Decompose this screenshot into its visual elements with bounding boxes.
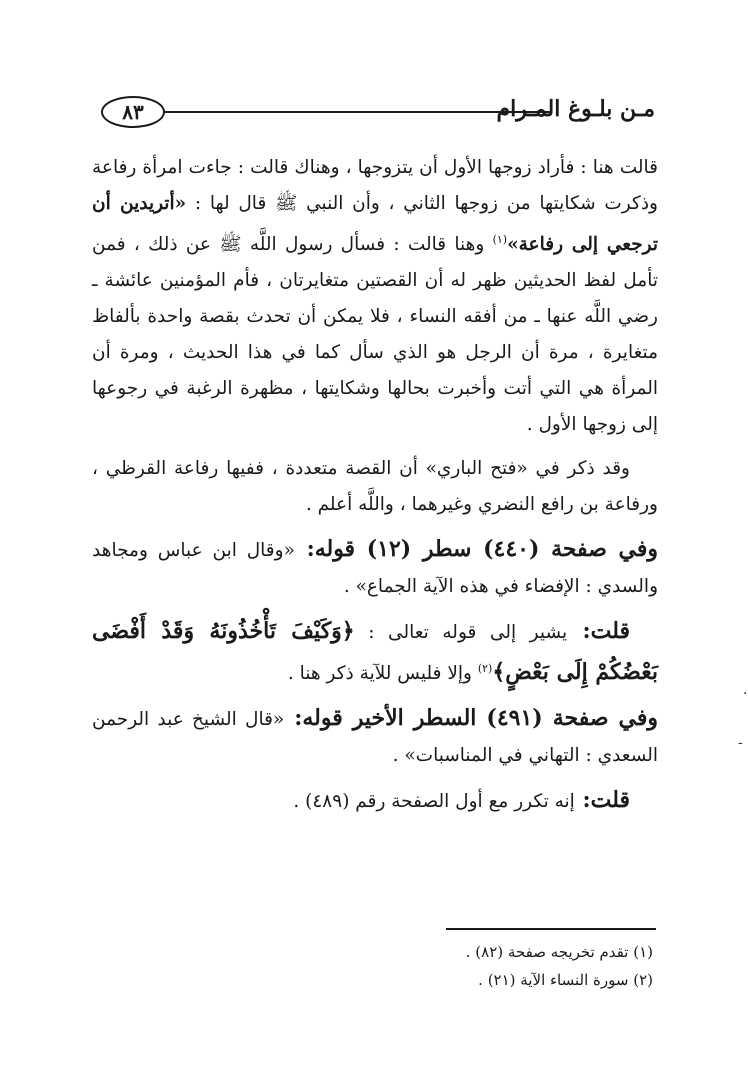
paragraph-3-text: «وقال ابن عباس ومجاهد والسدي : الإفضاء في هذه الآية الجماع» .: [92, 540, 658, 598]
paragraph-4-lead: قلت:: [567, 618, 630, 645]
footnote-1: (١) تقدم تخريجه صفحة (٨٢) .: [465, 943, 653, 961]
header-rule: [165, 111, 550, 113]
paragraph-1-text-a: قالت هنا : فأراد زوجها الأول أن يتزوجها ، وهناك قالت : جاءت امرأة رفاعة وذكرت شكايتها من زوجها الثاني ، وأن النبي ﷺ قال لها :: [92, 157, 658, 214]
footnote-2: (٢) سورة النساء الآية (٢١) .: [478, 971, 653, 989]
footnote-ref-1: (١): [492, 233, 508, 246]
paragraph-4-text-b: وإلا فليس للآية ذكر هنا .: [287, 663, 478, 685]
page-number: ٨٣: [101, 96, 165, 128]
main-text: [92, 150, 658, 820]
paragraph-3: [92, 531, 658, 605]
paragraph-5-text: «قال الشيخ عبد الرحمن السعدي : التهاني في المناسبات» .: [92, 709, 658, 767]
margin-mark-dot: ·: [743, 686, 748, 702]
footnote-rule: [446, 928, 656, 930]
margin-mark-dash: -: [738, 735, 743, 751]
hadith-quote: «أتريدين أن ترجعي إلى رفاعة»: [92, 193, 658, 256]
footnotes: [466, 938, 653, 994]
paragraph-1-text-b: وهنا قالت : فسأل رسول اللَّه ﷺ عن ذلك ، فمن تأمل لفظ الحديثين ظهر له أن القصتين متغايرتان ، فأم المؤمنين عائشة ـ رضي اللَّه عنها ـ من أفقه النساء ، فلا يمكن أن تحدث بقصة واحدة بألفاظ متغايرة ، مرة أن الرجل هو الذي سأل كما في هذا الحديث ، ومرة أن المرأة هي التي أتت وأخبرت بحالها وشكايتها ، مظهرة الرغبة في رجوعها إلى زوجها الأول .: [92, 234, 658, 436]
paragraph-4-text-a: يشير إلى قوله تعالى :: [354, 622, 568, 644]
quran-verse: ﴿وَكَيْفَ تَأْخُذُونَهُ وَقَدْ أَفْضَى بَعْضُكُمْ إِلَى بَعْضٍ﴾: [92, 618, 658, 686]
paragraph-1: [92, 150, 658, 443]
page-header: [95, 92, 655, 136]
paragraph-5-lead: وفي صفحة (٤٩١) السطر الأخير قوله:: [284, 705, 658, 732]
paragraph-6: [92, 782, 658, 820]
paragraph-6-text: إنه تكرر مع أول الصفحة رقم (٤٨٩) .: [293, 791, 575, 813]
running-title: مـن بلـوغ المـرام: [496, 96, 655, 122]
footnote-ref-2: (٢): [477, 662, 493, 676]
paragraph-4: [92, 613, 658, 692]
paragraph-6-lead: قلت:: [574, 787, 630, 814]
paragraph-3-lead: وفي صفحة (٤٤٠) سطر (١٢) قوله:: [294, 536, 659, 563]
paragraph-2: وقد ذكر في «فتح الباري» أن القصة متعددة ، ففيها رفاعة القرظي ، ورفاعة بن رافع النضري وغيرهما ، واللَّه أعلم .: [92, 458, 658, 516]
paragraph-5: [92, 700, 658, 774]
